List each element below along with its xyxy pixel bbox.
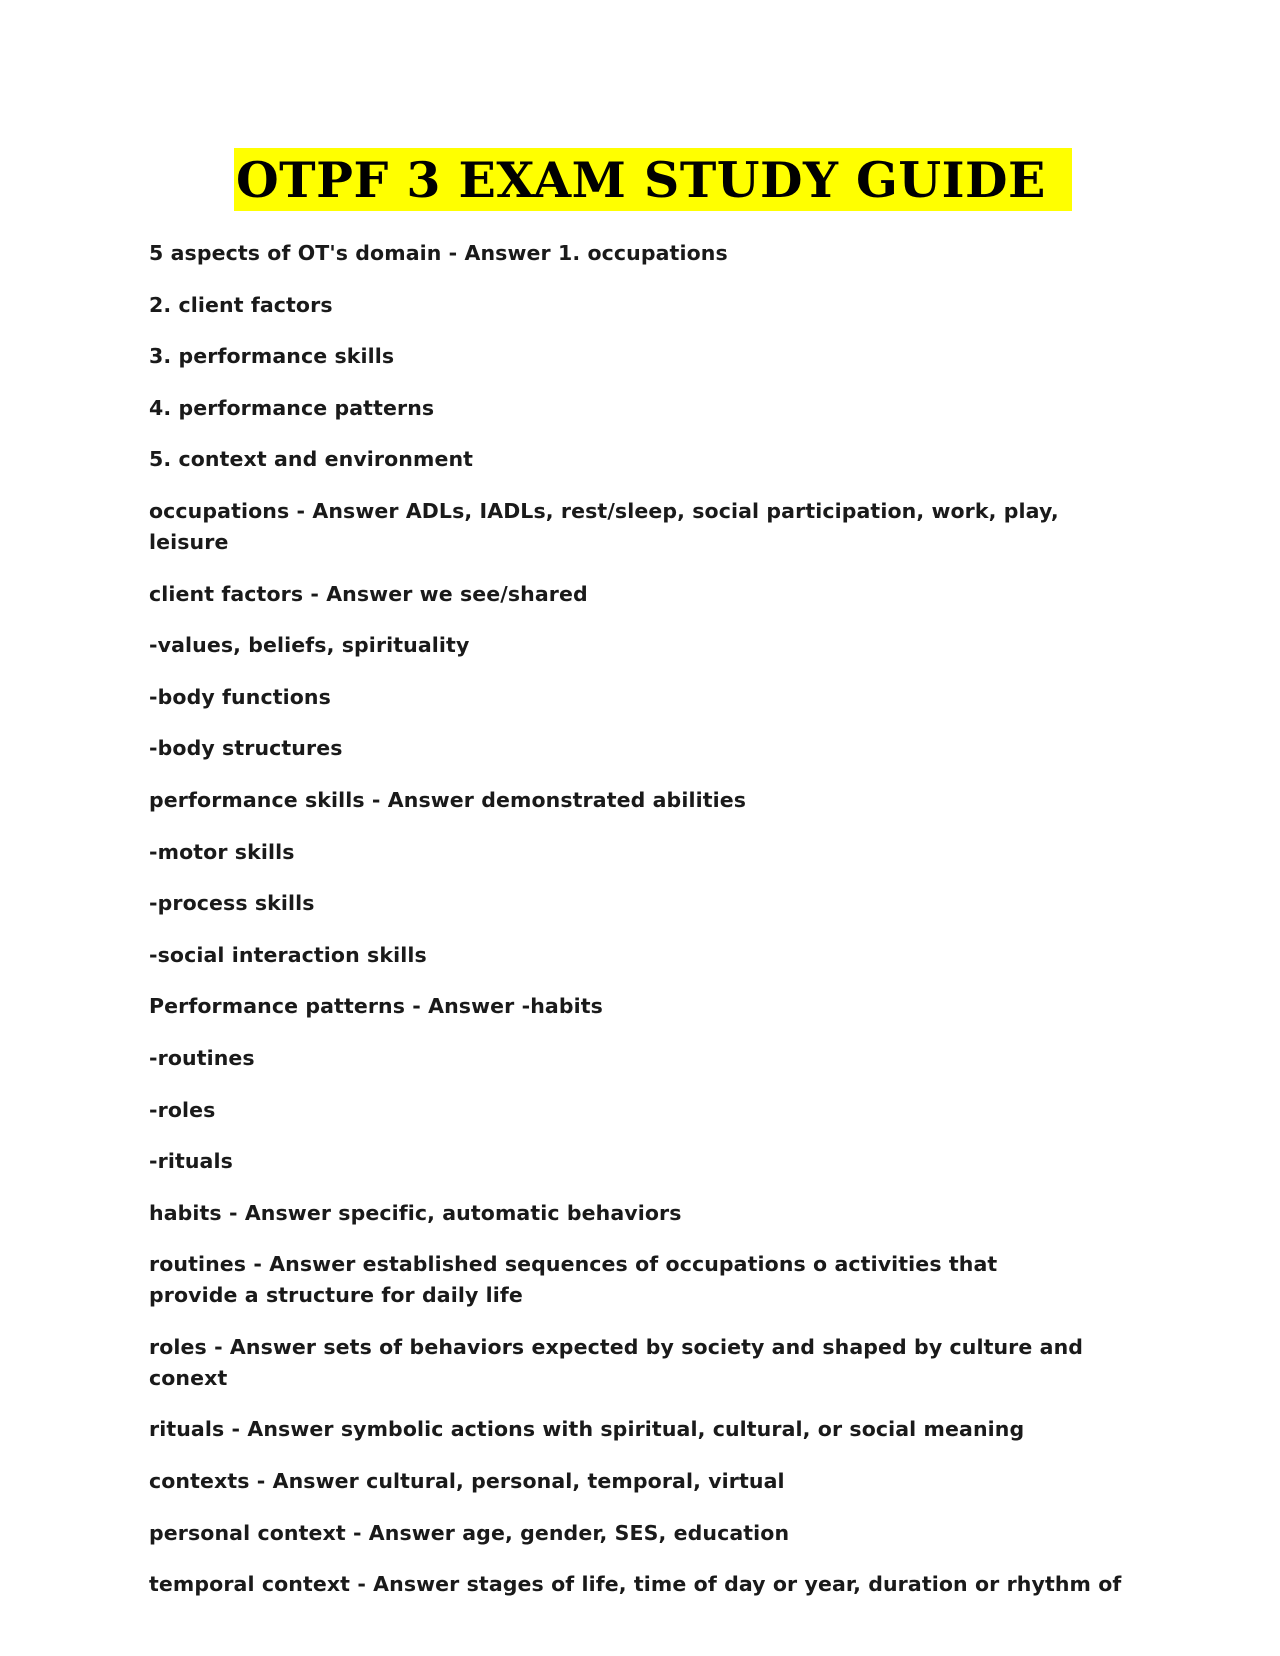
text-line: rituals - Answer symbolic actions with spiritual, cultural, or social meaning (149, 1417, 1025, 1442)
text-line: 2. client factors (149, 292, 333, 317)
text-line: roles - Answer sets of behaviors expected by society and shaped by culture and conext (149, 1334, 1084, 1390)
text-line: -routines (149, 1045, 255, 1070)
text-line: contexts - Answer cultural, personal, temporal, virtual (149, 1469, 785, 1494)
text-line: temporal context - Answer stages of life, time of day or year, duration or rhythm of (149, 1572, 1122, 1597)
text-line: -roles (149, 1097, 216, 1122)
text-line: -motor skills (149, 839, 295, 864)
study-guide-content (149, 238, 1139, 1621)
text-line: Performance patterns - Answer -habits (149, 994, 603, 1019)
text-line: personal context - Answer age, gender, SES, education (149, 1520, 790, 1545)
text-line: -rituals (149, 1149, 233, 1174)
text-line: -body structures (149, 736, 343, 761)
text-line: -body functions (149, 684, 331, 709)
text-line: 3. performance skills (149, 344, 395, 369)
text-line: 5 aspects of OT's domain - Answer 1. occupations (149, 241, 728, 265)
text-line: -process skills (149, 891, 315, 916)
text-line: 4. performance patterns (149, 395, 435, 420)
text-line: performance skills - Answer demonstrated abilities (149, 787, 747, 812)
text-line: client factors - Answer we see/shared (149, 581, 588, 606)
title-highlight (234, 148, 1072, 211)
text-line: 5. context and environment (149, 447, 474, 472)
text-line: -social interaction skills (149, 942, 427, 967)
text-line: habits - Answer specific, automatic behaviors (149, 1200, 682, 1225)
page-title: OTPF 3 EXAM STUDY GUIDE (236, 151, 1046, 209)
text-line: -values, beliefs, spirituality (149, 633, 470, 658)
text-line: routines - Answer established sequences of occupations o activities that provide a structure for daily life (149, 1252, 998, 1308)
text-line: occupations - Answer ADLs, IADLs, rest/sleep, social participation, work, play, leisure (149, 498, 1059, 554)
